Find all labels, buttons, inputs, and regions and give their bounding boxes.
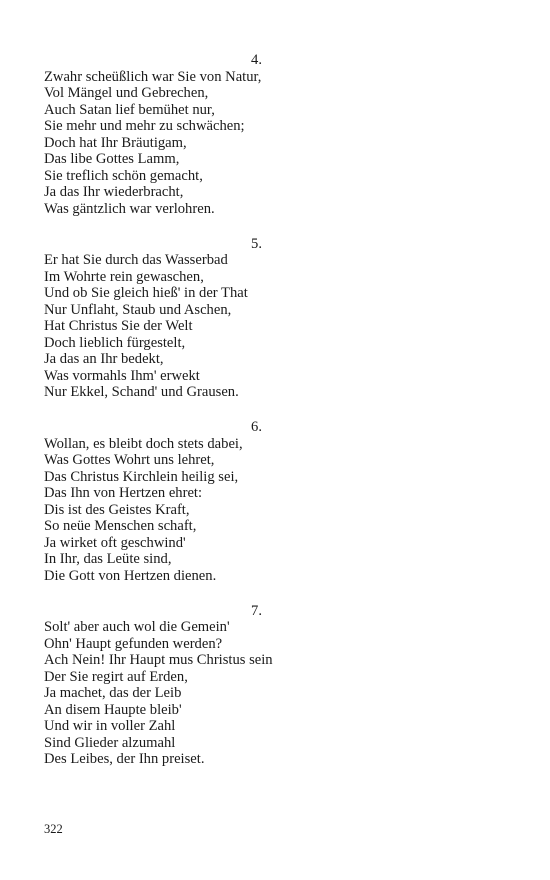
verse-line: Ja das an Ihr bedekt, (44, 351, 164, 367)
verse-line: Sie mehr und mehr zu schwächen; (44, 118, 245, 134)
verse-line: Hat Christus Sie der Welt (44, 318, 193, 334)
verse-line: Des Leibes, der Ihn preiset. (44, 751, 205, 767)
stanza-4 (44, 52, 524, 217)
verse-line: Der Sie regirt auf Erden, (44, 668, 188, 685)
verse-line: Sind Glieder alzumahl (44, 734, 176, 751)
stanza-number: 4. (251, 52, 262, 68)
verse-line: Ohn' Haupt gefunden werden? (44, 635, 223, 652)
verse-line: Ach Nein! Ihr Haupt mus Christus sein (44, 652, 273, 668)
verse-line: Ja das Ihr wiederbracht, (44, 184, 184, 200)
verse-line: In Ihr, das Leüte sind, (44, 551, 172, 567)
stanza-6 (44, 419, 524, 584)
verse-line: Ja machet, das der Leib (44, 685, 182, 701)
verse-line: Das Christus Kirchlein heilig sei, (44, 468, 239, 485)
verse-line: Vol Mängel und Gebrechen, (44, 85, 209, 101)
verse-line: Im Wohrte rein gewaschen, (44, 268, 204, 285)
verse-line: Und ob Sie gleich hieß' in der That (44, 285, 248, 301)
verse-line: Wollan, es bleibt doch stets dabei, (44, 435, 243, 452)
verse-line: Auch Satan lief bemühet nur, (44, 101, 215, 118)
verse-line: Was Gottes Wohrt uns lehret, (44, 452, 215, 468)
verse-line: Was gäntzlich war verlohren. (44, 200, 215, 217)
verse-line: So neüe Menschen schaft, (44, 518, 197, 534)
verse-line: An disem Haupte bleib' (44, 701, 182, 718)
stanza-number: 6. (251, 419, 262, 435)
poem-body (44, 52, 524, 786)
page-number: 322 (44, 822, 63, 836)
verse-line: Dis ist des Geistes Kraft, (44, 501, 190, 518)
verse-line: Sie treflich schön gemacht, (44, 167, 203, 184)
verse-line: Er hat Sie durch das Wasserbad (44, 252, 228, 268)
verse-line: Was vormahls Ihm' erwekt (44, 367, 200, 384)
verse-line: Solt' aber auch wol die Gemein' (44, 619, 230, 635)
verse-line: Ja wirket oft geschwind' (44, 534, 186, 551)
verse-line: Doch lieblich fürgestelt, (44, 334, 186, 351)
verse-line: Das Ihn von Hertzen ehret: (44, 485, 203, 501)
verse-line: Nur Unflaht, Staub und Aschen, (44, 301, 232, 318)
verse-line: Das libe Gottes Lamm, (44, 151, 180, 167)
verse-line: Doch hat Ihr Bräutigam, (44, 134, 187, 151)
stanza-7 (44, 603, 524, 768)
verse-line: Die Gott von Hertzen dienen. (44, 567, 217, 584)
stanza-number: 7. (251, 602, 262, 619)
verse-line: Zwahr scheüßlich war Sie von Natur, (44, 68, 262, 85)
stanza-5 (44, 236, 524, 401)
verse-line: Nur Ekkel, Schand' und Grausen. (44, 384, 239, 400)
verse-line: Und wir in voller Zahl (44, 718, 176, 734)
stanza-number: 5. (251, 235, 262, 252)
